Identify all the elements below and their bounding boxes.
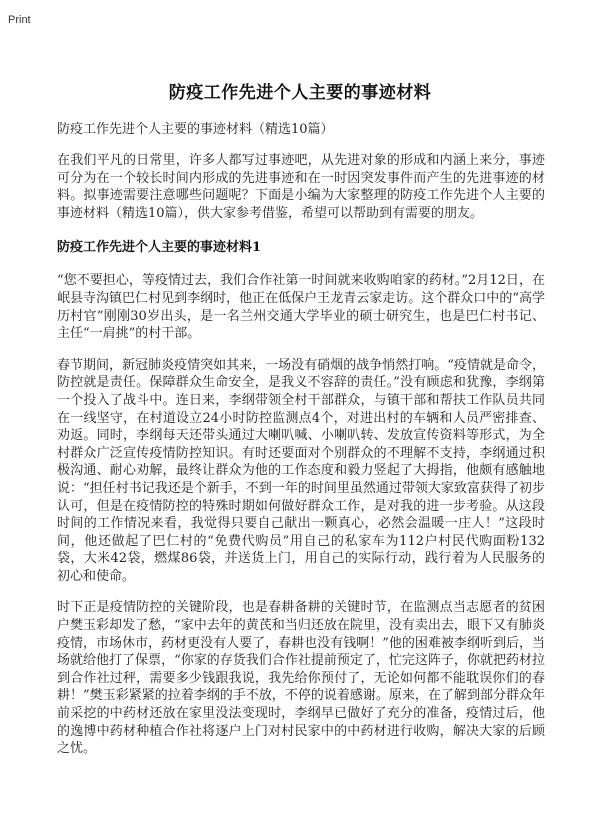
print-link[interactable]: Print (8, 14, 31, 26)
intro-paragraph: 在我们平凡的日常里，许多人都写过事迹吧，从先进对象的形成和内涵上来分，事迹可分为在一个较长时间内形成的先进事迹和在一时因突发事件而产生的先进事迹的材料。拟事迹需要注意哪些问题呢？下面是小编为大家整理的防疫工作先进个人主要的事迹材料（精选10篇），供大家参考借鉴，希望可以帮助到有需要的朋友。 (57, 153, 545, 221)
section-heading: 防疫工作先进个人主要的事迹材料1 (57, 240, 262, 256)
body-paragraph-3: 时下正是疫情防控的关键阶段，也是春耕备耕的关键时节，在监测点当志愿者的贫困户樊玉彩却发了愁，“家中去年的黄芪和当归还放在院里，没有卖出去，眼下又有肺炎疫情，市场休市，药材更没有人要了，春耕也没有钱啊！”他的困难被李纲听到后，当场就给他打了保票，“你家的存货我们合作社提前预定了，忙完这阵子，你就把药材拉到合作社过秤，需要多少钱跟我说，我先给你预付了，无论如何都不能耽误你们的春耕！”樊玉彩紧紧的拉着李纲的手不放，不停的说着感谢。原来，在了解到部分群众年前采挖的中药材还放在家里没法变现时，李纲早已做好了充分的准备，疫情过后，他的逸博中药材种植合作社将逐户上门对村民家中的中药材进行收购，解决大家的后顾之忧。 (57, 600, 545, 757)
article-body (57, 120, 545, 772)
page-title: 防疫工作先进个人主要的事迹材料 (168, 83, 432, 103)
body-paragraph-2: 春节期间，新冠肺炎疫情突如其来，一场没有硝烟的战争悄然打响。“疫情就是命令，防控就是责任。保障群众生命安全，是我义不容辞的责任。”没有顾虑和犹豫，李纲第一个投入了战斗中。连日来，李纲带领全村干部群众，与镇干部和帮扶工作队员共同在一线坚守，在村道设立24小时防控监测点4个，对进出村的车辆和人员严密排查、劝返。同时，李纲每天还带头通过大喇叭喊、小喇叭转、发放宣传资料等形式，为全村群众广泛宣传疫情防控知识。有时还要面对个别群众的不理解不支持，李纲通过积极沟通、耐心劝解，最终让群众为他的工作态度和毅力竖起了大拇指，他颇有感触地说：“担任村书记我还是个新手，不到一年的时间里虽然通过带领大家致富获得了初步认可，但是在疫情防控的特殊时期如何做好群众工作，是对我的进一步考验。从这段时间的工作情况来看，我觉得只要自己献出一颗真心，必然会温暖一庄人！”这段时间，他还做起了巴仁村的“免费代购员”用自己的私家车为112户村民代购面粉132袋，大米42袋，燃煤86袋，并送货上门，用自己的实际行动，践行着为人民服务的初心和使命。 (57, 357, 545, 584)
body-paragraph-1: “您不要担心，等疫情过去，我们合作社第一时间就来收购咱家的药材。”2月12日，在岷县寺沟镇巴仁村见到李纲时，他正在低保户王龙青云家走访。这个群众口中的“高学历村官”刚刚30岁出头，是一名兰州交通大学毕业的硕士研究生，也是巴仁村书记、主任“一肩挑”的村干部。 (57, 273, 545, 342)
article-subtitle: 防疫工作先进个人主要的事迹材料（精选10篇） (57, 122, 334, 137)
